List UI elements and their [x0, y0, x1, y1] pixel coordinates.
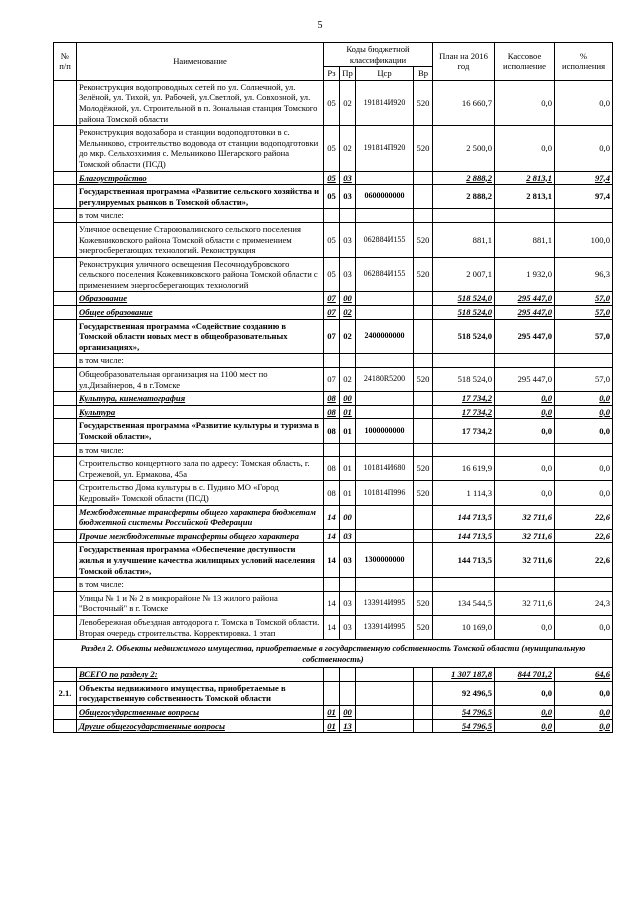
- table-row: [54, 419, 613, 443]
- cell-pct: 100,0: [555, 222, 613, 257]
- table-row: [54, 171, 613, 185]
- cell-pr: 01: [340, 419, 356, 443]
- cell-cash: 0,0: [495, 419, 555, 443]
- cell-cash: 295 447,0: [495, 306, 555, 320]
- cell-no: [54, 354, 77, 368]
- cell-pct: 97,4: [555, 185, 613, 209]
- cell-pr: 13: [340, 719, 356, 733]
- cell-name: Общегосударственные вопросы: [77, 706, 324, 720]
- cell-name: Государственная программа «Содействие созданию в Томской области новых мест в общеобразовательных организациях»,: [77, 319, 324, 354]
- cell-plan: 518 524,0: [433, 292, 495, 306]
- cell-rz: 08: [324, 481, 340, 505]
- header-codes: Коды бюджетной классификации: [324, 43, 433, 67]
- header-pct-sign: %: [579, 50, 588, 61]
- cell-pr: 01: [340, 457, 356, 481]
- cell-cash: 0,0: [495, 126, 555, 171]
- header-no: № п/п: [54, 43, 77, 81]
- cell-plan: 518 524,0: [433, 306, 495, 320]
- table-row: [54, 222, 613, 257]
- cell-csr: 101814П996: [356, 481, 414, 505]
- cell-name: Строительство концертного зала по адресу: Томская область, г. Стрежевой, ул. Ермакова, 45а: [77, 457, 324, 481]
- cell-name: Уличное освещение Староювалинского сельского поселения Кожевниковского района Томской области с применением энергосберегающих технологий. Реконструкция: [77, 222, 324, 257]
- cell-csr: [356, 719, 414, 733]
- cell-cash: 295 447,0: [495, 368, 555, 392]
- cell-no: [54, 257, 77, 292]
- cell-plan: 144 713,5: [433, 505, 495, 529]
- cell-vr: 520: [414, 368, 433, 392]
- cell-cash: [495, 209, 555, 223]
- cell-csr: 101814И680: [356, 457, 414, 481]
- cell-pct: 22,6: [555, 543, 613, 578]
- cell-pct: 0,0: [555, 392, 613, 406]
- cell-no: [54, 368, 77, 392]
- cell-csr: 24180R5200: [356, 368, 414, 392]
- cell-pr: 02: [340, 126, 356, 171]
- cell-vr: 520: [414, 80, 433, 125]
- cell-vr: [414, 668, 433, 682]
- cell-vr: [414, 185, 433, 209]
- cell-plan: [433, 209, 495, 223]
- cell-no: [54, 126, 77, 171]
- section2-row: [54, 640, 613, 668]
- cell-no: [54, 209, 77, 223]
- cell-plan: 16 660,7: [433, 80, 495, 125]
- header-plan: План на 2016 год: [433, 43, 495, 81]
- cell-pct: 22,6: [555, 505, 613, 529]
- cell-rz: 14: [324, 505, 340, 529]
- cell-no: [54, 171, 77, 185]
- cell-pct: 0,0: [555, 481, 613, 505]
- cell-no: [54, 529, 77, 543]
- cell-plan: 144 713,5: [433, 529, 495, 543]
- cell-cash: [495, 578, 555, 592]
- cell-cash: 844 701,2: [495, 668, 555, 682]
- cell-rz: 08: [324, 405, 340, 419]
- cell-plan: 2 888,2: [433, 171, 495, 185]
- cell-no: [54, 319, 77, 354]
- cell-vr: 520: [414, 481, 433, 505]
- cell-csr: 2400000000: [356, 319, 414, 354]
- cell-pct: 57,0: [555, 292, 613, 306]
- cell-pr: 03: [340, 529, 356, 543]
- cell-cash: 0,0: [495, 481, 555, 505]
- header-vr: Вр: [414, 67, 433, 81]
- cell-vr: [414, 578, 433, 592]
- cell-name: Благоустройство: [77, 171, 324, 185]
- cell-csr: 1300000000: [356, 543, 414, 578]
- cell-name: ВСЕГО по разделу 2:: [77, 668, 324, 682]
- cell-csr: 133914И995: [356, 591, 414, 615]
- cell-name: Образование: [77, 292, 324, 306]
- cell-rz: 05: [324, 222, 340, 257]
- cell-csr: [356, 209, 414, 223]
- cell-cash: 0,0: [495, 706, 555, 720]
- cell-plan: [433, 354, 495, 368]
- header-rz: Рз: [324, 67, 340, 81]
- cell-cash: 0,0: [495, 405, 555, 419]
- table-row: [54, 668, 613, 682]
- cell-no: [54, 706, 77, 720]
- table-row: [54, 481, 613, 505]
- cell-csr: [356, 706, 414, 720]
- cell-rz: [324, 668, 340, 682]
- cell-vr: [414, 354, 433, 368]
- cell-no: [54, 543, 77, 578]
- cell-cash: 0,0: [495, 80, 555, 125]
- cell-pct: 24,3: [555, 591, 613, 615]
- cell-plan: 881,1: [433, 222, 495, 257]
- cell-plan: 2 500,0: [433, 126, 495, 171]
- cell-vr: [414, 681, 433, 705]
- cell-vr: [414, 543, 433, 578]
- cell-pr: [340, 354, 356, 368]
- cell-pct: [555, 578, 613, 592]
- cell-pr: 02: [340, 319, 356, 354]
- cell-rz: [324, 209, 340, 223]
- table-row: [54, 578, 613, 592]
- cell-rz: 05: [324, 80, 340, 125]
- cell-csr: [356, 668, 414, 682]
- cell-plan: 1 114,3: [433, 481, 495, 505]
- cell-csr: [356, 306, 414, 320]
- cell-rz: 07: [324, 292, 340, 306]
- header-csr: Цср: [356, 67, 414, 81]
- cell-vr: [414, 443, 433, 457]
- cell-pr: 00: [340, 505, 356, 529]
- cell-no: [54, 185, 77, 209]
- cell-no: [54, 591, 77, 615]
- cell-no: [54, 443, 77, 457]
- cell-csr: 1000000000: [356, 419, 414, 443]
- header-name: Наименование: [77, 43, 324, 81]
- cell-pct: 22,6: [555, 529, 613, 543]
- cell-vr: 520: [414, 126, 433, 171]
- cell-cash: [495, 354, 555, 368]
- cell-plan: [433, 578, 495, 592]
- cell-cash: 881,1: [495, 222, 555, 257]
- cell-cash: 32 711,6: [495, 591, 555, 615]
- section2-title: Раздел 2. Объекты недвижимого имущества, приобретаемые в государственную собственность Томской области (муниципальную собственность): [54, 640, 613, 668]
- cell-name: Общеобразовательная организация на 1100 мест по ул.Дизайнеров, 4 в г.Томске: [77, 368, 324, 392]
- table-row: [54, 368, 613, 392]
- cell-pr: 03: [340, 222, 356, 257]
- cell-rz: 07: [324, 306, 340, 320]
- cell-name: Государственная программа «Развитие сельского хозяйства и регулируемых рынков в Томской области»,: [77, 185, 324, 209]
- cell-cash: 1 932,0: [495, 257, 555, 292]
- cell-pct: 97,4: [555, 171, 613, 185]
- table-row: [54, 306, 613, 320]
- cell-no: 2.1.: [54, 681, 77, 705]
- cell-rz: 08: [324, 392, 340, 406]
- table-row: [54, 505, 613, 529]
- cell-name: в том числе:: [77, 209, 324, 223]
- cell-rz: [324, 681, 340, 705]
- cell-cash: 0,0: [495, 615, 555, 639]
- cell-pct: 64,6: [555, 668, 613, 682]
- cell-no: [54, 80, 77, 125]
- cell-cash: 32 711,6: [495, 505, 555, 529]
- cell-no: [54, 668, 77, 682]
- cell-vr: [414, 706, 433, 720]
- cell-name: Реконструкция уличного освещения Песочнодубровского сельского поселения Кожевниковского района Томской области с применением энергосберегающих технологий: [77, 257, 324, 292]
- cell-pct: 0,0: [555, 615, 613, 639]
- cell-csr: [356, 405, 414, 419]
- cell-pct: 0,0: [555, 126, 613, 171]
- header-row: [54, 43, 613, 67]
- cell-name: Строительство Дома культуры в с. Пудино МО «Город Кедровый» Томской области (ПСД): [77, 481, 324, 505]
- cell-no: [54, 578, 77, 592]
- table-row: [54, 719, 613, 733]
- cell-name: в том числе:: [77, 354, 324, 368]
- table-row: [54, 457, 613, 481]
- cell-cash: 32 711,6: [495, 543, 555, 578]
- cell-plan: 54 796,5: [433, 706, 495, 720]
- cell-pr: 00: [340, 292, 356, 306]
- table-row: [54, 443, 613, 457]
- table-row: [54, 257, 613, 292]
- cell-cash: 2 813,1: [495, 185, 555, 209]
- cell-cash: 295 447,0: [495, 319, 555, 354]
- table-row: [54, 591, 613, 615]
- cell-name: Левобережная объездная автодорога г. Томска в Томской области. Вторая очередь строительства. Корректировка. 1 этап: [77, 615, 324, 639]
- cell-pr: 03: [340, 171, 356, 185]
- cell-pr: 03: [340, 615, 356, 639]
- cell-rz: 14: [324, 529, 340, 543]
- cell-name: в том числе:: [77, 443, 324, 457]
- cell-vr: 520: [414, 615, 433, 639]
- cell-vr: 520: [414, 257, 433, 292]
- cell-pr: 02: [340, 80, 356, 125]
- cell-pr: 00: [340, 706, 356, 720]
- cell-plan: 518 524,0: [433, 368, 495, 392]
- table-row: [54, 706, 613, 720]
- cell-plan: 54 796,5: [433, 719, 495, 733]
- cell-rz: [324, 443, 340, 457]
- cell-cash: 0,0: [495, 392, 555, 406]
- cell-pct: [555, 209, 613, 223]
- cell-csr: [356, 354, 414, 368]
- header-pct: [555, 43, 613, 81]
- cell-pr: 03: [340, 257, 356, 292]
- cell-pr: 03: [340, 543, 356, 578]
- cell-plan: 17 734,2: [433, 419, 495, 443]
- cell-vr: [414, 392, 433, 406]
- cell-no: [54, 306, 77, 320]
- cell-name: Другие общегосударственные вопросы: [77, 719, 324, 733]
- cell-rz: 05: [324, 185, 340, 209]
- cell-rz: 05: [324, 126, 340, 171]
- cell-pct: 0,0: [555, 706, 613, 720]
- cell-rz: 01: [324, 706, 340, 720]
- cell-rz: 05: [324, 257, 340, 292]
- cell-cash: 0,0: [495, 457, 555, 481]
- cell-rz: 05: [324, 171, 340, 185]
- cell-rz: 08: [324, 457, 340, 481]
- cell-name: Общее образование: [77, 306, 324, 320]
- cell-csr: [356, 578, 414, 592]
- cell-pr: [340, 668, 356, 682]
- cell-vr: [414, 292, 433, 306]
- cell-plan: 16 619,9: [433, 457, 495, 481]
- cell-cash: 0,0: [495, 719, 555, 733]
- cell-name: Улицы № 1 и № 2 в микрорайоне № 13 жилого района "Восточный" в г. Томске: [77, 591, 324, 615]
- cell-name: Культура, кинематография: [77, 392, 324, 406]
- cell-rz: 14: [324, 591, 340, 615]
- cell-pct: 57,0: [555, 319, 613, 354]
- cell-vr: [414, 719, 433, 733]
- cell-vr: [414, 306, 433, 320]
- cell-rz: 07: [324, 319, 340, 354]
- cell-name: Межбюджетные трансферты общего характера бюджетам бюджетной системы Российской Федерации: [77, 505, 324, 529]
- cell-name: Реконструкция водозабора и станции водоподготовки в с. Мельниково, строительство водовода от станции водоподготовки до мкр. Сельхозхимия с. Мельниково Шегарского района Томской области (ПСД): [77, 126, 324, 171]
- cell-no: [54, 505, 77, 529]
- cell-pct: 0,0: [555, 457, 613, 481]
- cell-no: [54, 615, 77, 639]
- cell-vr: [414, 319, 433, 354]
- cell-rz: [324, 354, 340, 368]
- cell-rz: 14: [324, 615, 340, 639]
- cell-vr: 520: [414, 591, 433, 615]
- cell-rz: 07: [324, 368, 340, 392]
- cell-plan: 10 169,0: [433, 615, 495, 639]
- table-row: [54, 543, 613, 578]
- cell-vr: [414, 419, 433, 443]
- cell-plan: 17 734,2: [433, 405, 495, 419]
- cell-pct: 0,0: [555, 80, 613, 125]
- cell-pr: 03: [340, 185, 356, 209]
- cell-no: [54, 419, 77, 443]
- cell-pct: 0,0: [555, 405, 613, 419]
- budget-table: [53, 42, 613, 733]
- cell-vr: [414, 505, 433, 529]
- cell-no: [54, 292, 77, 306]
- cell-vr: [414, 209, 433, 223]
- cell-cash: 2 813,1: [495, 171, 555, 185]
- cell-rz: 08: [324, 419, 340, 443]
- cell-pct: [555, 443, 613, 457]
- cell-vr: [414, 405, 433, 419]
- cell-plan: 2 007,1: [433, 257, 495, 292]
- cell-pr: 03: [340, 591, 356, 615]
- cell-no: [54, 392, 77, 406]
- cell-pr: 01: [340, 481, 356, 505]
- table-row: [54, 615, 613, 639]
- cell-name: Объекты недвижимого имущества, приобретаемые в государственную собственность Томской области: [77, 681, 324, 705]
- cell-name: Государственная программа «Обеспечение доступности жилья и улучшение качества жилищных условий населения Томской области»,: [77, 543, 324, 578]
- table-row: [54, 292, 613, 306]
- cell-no: [54, 719, 77, 733]
- cell-csr: [356, 505, 414, 529]
- cell-pct: 96,3: [555, 257, 613, 292]
- table-row: [54, 529, 613, 543]
- cell-pct: 0,0: [555, 719, 613, 733]
- cell-pr: [340, 578, 356, 592]
- cell-pct: 0,0: [555, 419, 613, 443]
- cell-plan: 2 888,2: [433, 185, 495, 209]
- header-cash: Кассовое исполнение: [495, 43, 555, 81]
- cell-csr: 0600000000: [356, 185, 414, 209]
- cell-cash: [495, 443, 555, 457]
- cell-pr: 00: [340, 392, 356, 406]
- table-row: [54, 126, 613, 171]
- cell-rz: [324, 578, 340, 592]
- cell-no: [54, 222, 77, 257]
- cell-pct: 0,0: [555, 681, 613, 705]
- cell-pr: 02: [340, 368, 356, 392]
- table-row: [54, 354, 613, 368]
- cell-csr: [356, 681, 414, 705]
- cell-plan: [433, 443, 495, 457]
- cell-csr: [356, 529, 414, 543]
- cell-pr: [340, 209, 356, 223]
- cell-csr: 133914И995: [356, 615, 414, 639]
- cell-pr: 02: [340, 306, 356, 320]
- table-row: [54, 405, 613, 419]
- table-row: [54, 681, 613, 705]
- cell-pr: 01: [340, 405, 356, 419]
- cell-no: [54, 481, 77, 505]
- cell-no: [54, 457, 77, 481]
- cell-rz: 14: [324, 543, 340, 578]
- cell-csr: 062884И155: [356, 222, 414, 257]
- cell-no: [54, 405, 77, 419]
- table-row: [54, 80, 613, 125]
- cell-pct: 57,0: [555, 368, 613, 392]
- header-pct-label: исполнения: [561, 61, 606, 72]
- cell-csr: 191814П920: [356, 126, 414, 171]
- cell-plan: 1 307 187,8: [433, 668, 495, 682]
- cell-plan: 144 713,5: [433, 543, 495, 578]
- header-pr: Пр: [340, 67, 356, 81]
- cell-cash: 32 711,6: [495, 529, 555, 543]
- cell-name: Прочие межбюджетные трансферты общего характера: [77, 529, 324, 543]
- cell-name: Реконструкция водопроводных сетей по ул. Солнечной, ул. Зелёной, ул. Тихой, ул. Рабочей, ул.Светлой, ул. Совхозной, ул. Молодёжной, ул. Строительной в п. Зональная станция Томского района Томской области: [77, 80, 324, 125]
- table-row: [54, 392, 613, 406]
- cell-pr: [340, 443, 356, 457]
- cell-plan: 518 524,0: [433, 319, 495, 354]
- table-row: [54, 185, 613, 209]
- cell-cash: 295 447,0: [495, 292, 555, 306]
- cell-name: Культура: [77, 405, 324, 419]
- cell-csr: [356, 443, 414, 457]
- page-number: 5: [317, 20, 323, 31]
- cell-csr: [356, 171, 414, 185]
- table-row: [54, 319, 613, 354]
- cell-csr: [356, 292, 414, 306]
- cell-plan: 17 734,2: [433, 392, 495, 406]
- cell-pr: [340, 681, 356, 705]
- cell-vr: 520: [414, 457, 433, 481]
- cell-vr: [414, 171, 433, 185]
- cell-pct: 57,0: [555, 306, 613, 320]
- cell-plan: 134 544,5: [433, 591, 495, 615]
- table-row: [54, 209, 613, 223]
- cell-pct: [555, 354, 613, 368]
- cell-rz: 01: [324, 719, 340, 733]
- cell-name: Государственная программа «Развитие культуры и туризма в Томской области»,: [77, 419, 324, 443]
- cell-csr: 062884И155: [356, 257, 414, 292]
- cell-csr: [356, 392, 414, 406]
- cell-csr: 191814И920: [356, 80, 414, 125]
- cell-cash: 0,0: [495, 681, 555, 705]
- cell-vr: [414, 529, 433, 543]
- cell-plan: 92 496,5: [433, 681, 495, 705]
- cell-name: в том числе:: [77, 578, 324, 592]
- cell-vr: 520: [414, 222, 433, 257]
